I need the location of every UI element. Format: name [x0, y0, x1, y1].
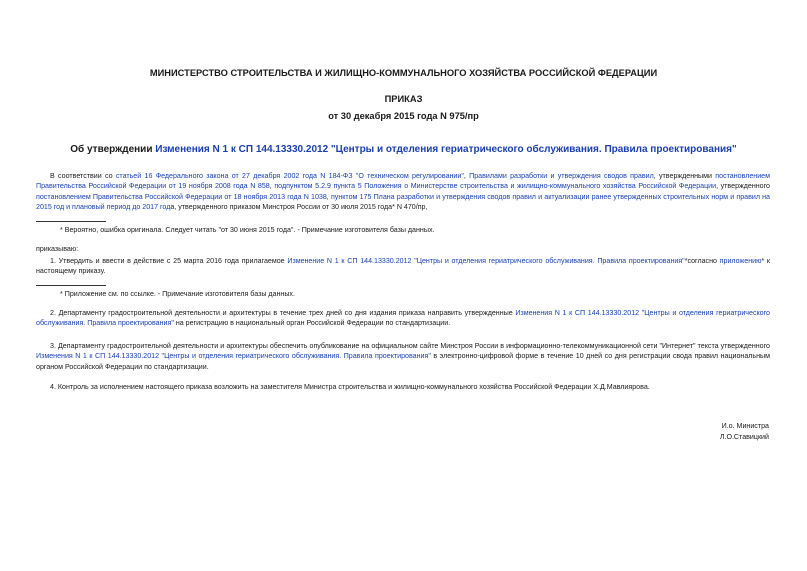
- item-4-text: 4. Контроль за исполнением настоящего приказа возложить на заместителя Министра строительства и жилищно-коммунального хозяйства Российской Федерации Х.Д.Мавлиярова.: [50, 383, 650, 391]
- change-link[interactable]: Изменения N 1 к СП 144.13330.2012 "Центры и отделения гериатрического обслуживания. Правила проектирования": [36, 352, 431, 361]
- change-link[interactable]: Изменение N 1 к СП 144.13330.2012 "Центры и отделения гериатрического обслуживания. Правила проектирования": [287, 257, 685, 265]
- footnote-divider: [36, 285, 106, 286]
- preamble-text-3: , утвержденными: [653, 172, 716, 180]
- footnote-1: * Вероятно, ошибка оригинала. Следует читать "от 30 июня 2015 года". - Примечание изготовителя базы данных.: [60, 226, 435, 234]
- item-1-text-2: *согласно: [684, 257, 720, 265]
- footnote-divider: [36, 221, 106, 222]
- resolution-1038-link[interactable]: постановлением Правительства Российской Федерации от 18 ноября 2013 года N 1038: [36, 192, 327, 201]
- appendix-link[interactable]: приложению: [719, 257, 762, 265]
- law-link[interactable]: статьей 16 Федерального закона от 27 декабря 2002 года N 184-ФЗ "О техническом регулировании": [115, 172, 464, 180]
- footnote-2: * Приложение см. по ссылке. - Примечание изготовителя базы данных.: [60, 290, 295, 298]
- item-2-text-1: 2. Департаменту градостроительной деятельности и архитектуры в течение трех дней со дня издания приказа направить утвержденные: [50, 309, 516, 317]
- order-word: приказываю:: [36, 245, 79, 253]
- signature-position: И.о. Министра: [721, 422, 769, 430]
- item-3-text-2: в электронно-цифровой форме в течение 10 дней со дня регистрации свода правил национальным органом Российской Федерации по стандартизации.: [36, 352, 770, 371]
- plan-link[interactable]: пунктом 175 Плана разработки и утверждения сводов правил и актуализации ранее утвержденных строительных норм и правил на 2015 год и плановый период до 2017 год: [36, 192, 770, 212]
- preamble-text-5: , утвержденного: [716, 182, 770, 191]
- item-1-text-3: * к настоящему приказу.: [36, 257, 770, 276]
- doc-type-heading: ПРИКАЗ: [384, 94, 423, 104]
- subject-prefix: Об утверждении: [70, 144, 156, 155]
- regulation-link[interactable]: подпунктом 5.2.9 пункта 5 Положения о Министерстве строительства и жилищно-коммунального хозяйства Российской Федерации: [274, 182, 717, 191]
- rules-link[interactable]: Правилами разработки и утверждения сводов правил: [469, 172, 654, 180]
- preamble-text-2: ,: [463, 172, 470, 180]
- item-4: [36, 382, 770, 392]
- signature-name: Л.О.Ставицкий: [719, 433, 769, 441]
- preamble-text-4: ,: [269, 182, 275, 191]
- preamble-text-1: В соответствии со: [50, 172, 116, 180]
- item-1: [36, 256, 770, 277]
- date-number-heading: от 30 декабря 2015 года N 975/пр: [328, 111, 479, 121]
- item-3: [36, 341, 770, 372]
- change-link[interactable]: Изменения N 1 к СП 144.13330.2012 "Центры и отделения гериатрического обслуживания. Правила проектирования": [36, 309, 770, 328]
- item-1-text-1: 1. Утвердить и ввести в действие с 25 марта 2016 года прилагаемое: [50, 257, 288, 265]
- subject-link[interactable]: Изменения N 1 к СП 144.13330.2012 "Центры и отделения гериатрического обслуживания. Правила проектирования": [155, 144, 737, 155]
- resolution-858-link[interactable]: постановлением Правительства Российской Федерации от 19 ноября 2008 года N 858: [36, 172, 770, 191]
- preamble-text-7: а, утвержденного приказом Минстроя России от 30 июля 2015 года* N 470/пр,: [170, 203, 428, 212]
- ministry-heading: МИНИСТЕРСТВО СТРОИТЕЛЬСТВА И ЖИЛИЩНО-КОММУНАЛЬНОГО ХОЗЯЙСТВА РОССИЙСКОЙ ФЕДЕРАЦИИ: [149, 68, 658, 78]
- item-2-text-2: на регистрацию в национальный орган Российской Федерации по стандартизации.: [173, 319, 451, 328]
- item-3-text-1: 3. Департаменту градостроительной деятельности и архитектуры обеспечить опубликование на официальном сайте Минстроя России в информационно-телекоммуникационной сети "Интернет" текста утвержденного: [50, 342, 770, 350]
- preamble-text-6: ,: [326, 192, 331, 201]
- document-subject: [0, 144, 807, 155]
- item-2: [36, 308, 770, 329]
- preamble-paragraph: [36, 171, 770, 213]
